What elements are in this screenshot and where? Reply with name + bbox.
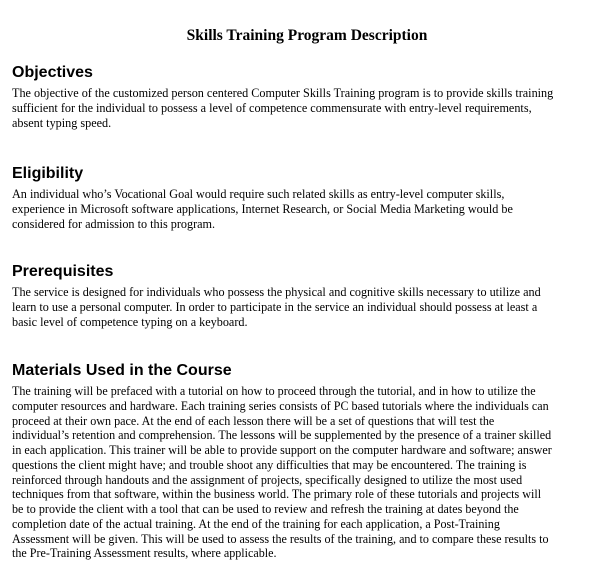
section-eligibility — [12, 164, 590, 231]
section-heading-materials: Materials Used in the Course — [12, 362, 232, 379]
document-title: Skills Training Program Description — [186, 27, 428, 44]
section-materials — [12, 361, 590, 561]
section-body-eligibility: An individual who’s Vocational Goal would require such related skills as entry-level computer skills, experience in Microsoft software applications, Internet Research, or Social Media Marketing would be considered for admission to this program. — [12, 187, 513, 231]
section-body-materials: The training will be prefaced with a tutorial on how to proceed through the tutorial, and in how to utilize the computer resources and hardware. Each training series consists of PC based tutorials where the individuals can proceed at their own pace. At the end of each lesson there will be a set of questions that will test the individual’s retention and comprehension. The lessons will be supplemented by the presence of a trainer skilled in each application. This trainer will be able to provide support on the computer hardware and software; answer questions the client might have; and trouble shoot any difficulties that may be encountered. The training is reinforced through handouts and the assignment of projects, specifically designed to utilize the most used techniques from that software, within the business world. The primary role of these tutorials and projects will be to provide the client with a tool that can be used to review and refresh the training at dates beyond the completion date of the actual training. At the end of the training for each application, a Post-Training Assessment will be given. This will be used to assess the results of the training, and to compare these results to the Pre-Training Assessment results, where applicable. — [12, 384, 552, 561]
section-objectives — [12, 63, 590, 130]
section-heading-objectives: Objectives — [12, 64, 93, 81]
section-body-objectives: The objective of the customized person centered Computer Skills Training program is to provide skills training sufficient for the individual to possess a level of competence commensurate with entry-level requirements, absent typing speed. — [12, 86, 554, 130]
section-heading-prerequisites: Prerequisites — [12, 263, 114, 280]
section-prerequisites — [12, 262, 590, 329]
section-heading-eligibility: Eligibility — [12, 165, 84, 182]
section-body-prerequisites: The service is designed for individuals who possess the physical and cognitive skills necessary to utilize and learn to use a personal computer. In order to participate in the service an individual should possess at least a basic level of competence typing on a keyboard. — [12, 285, 541, 329]
